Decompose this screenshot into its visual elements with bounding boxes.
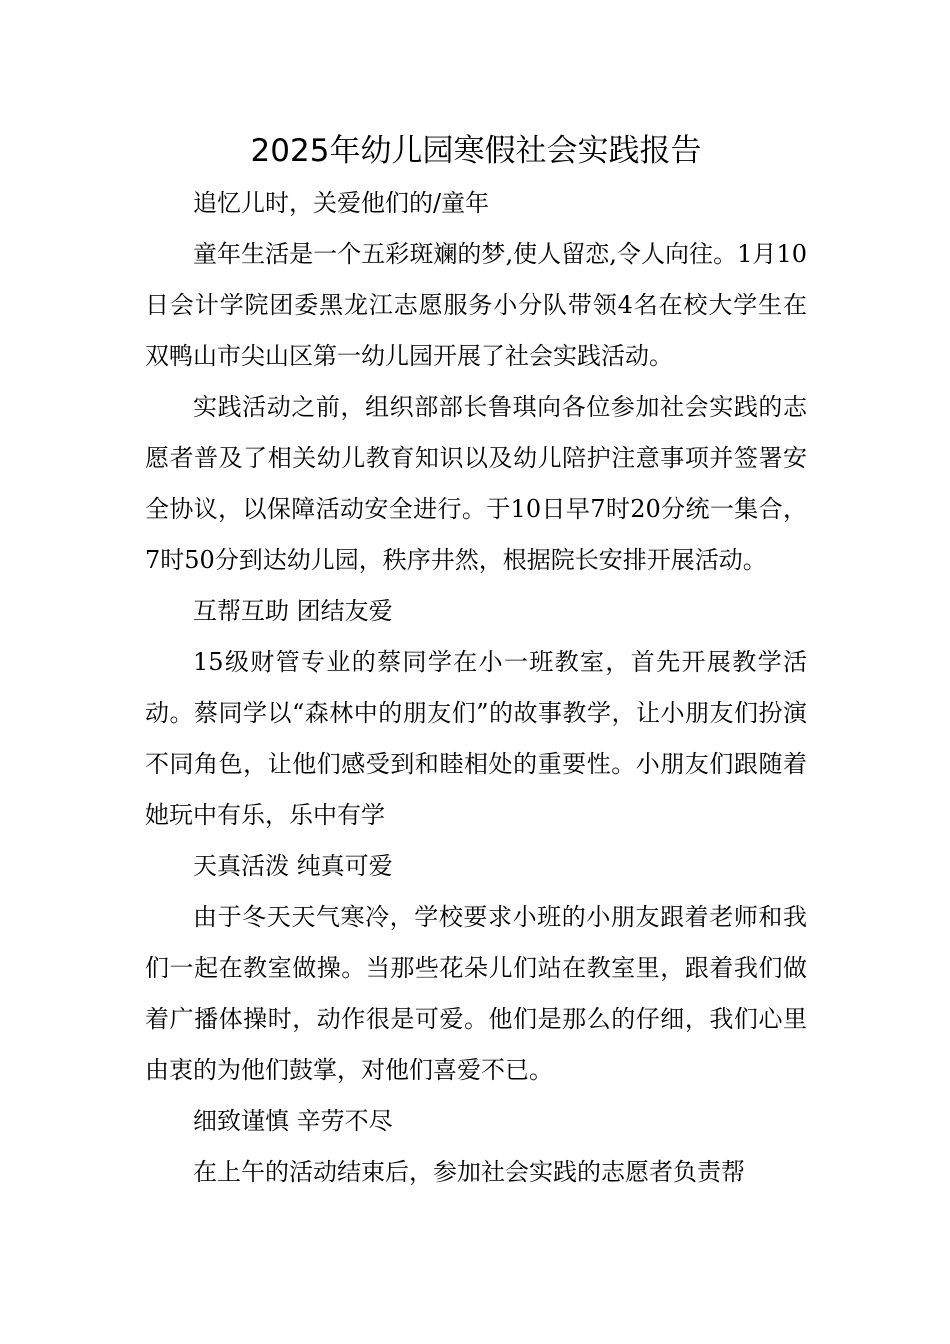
paragraph: 童年生活是一个五彩斑斓的梦,使人留恋,令人向往。1月10日会计学院团委黑龙江志愿服务小分队带领4名在校大学生在双鸭山市尖山区第一幼儿园开展了社会实践活动。 — [145, 240, 807, 370]
document-body — [145, 126, 807, 1198]
document-title: 2025年幼儿园寒假社会实践报告 — [250, 133, 702, 169]
section-heading: 细致谨慎 辛劳不尽 — [193, 1107, 393, 1135]
paragraph: 在上午的活动结束后，参加社会实践的志愿者负责帮 — [193, 1158, 745, 1186]
paragraph: 实践活动之前，组织部部长鲁琪向各位参加社会实践的志愿者普及了相关幼儿教育知识以及幼儿陪护注意事项并签署安全协议，以保障活动安全进行。于10日早7时20分统一集合，7时50分到达幼儿园，秩序井然，根据院长安排开展活动。 — [145, 393, 807, 574]
section-heading: 互帮互助 团结友爱 — [193, 597, 393, 625]
paragraph: 由于冬天天气寒冷，学校要求小班的小朋友跟着老师和我们一起在教室做操。当那些花朵儿们站在教室里，跟着我们做着广播体操时，动作很是可爱。他们是那么的仔细，我们心里由衷的为他们鼓掌，对他们喜爱不已。 — [145, 903, 807, 1084]
paragraph: 15级财管专业的蔡同学在小一班教室，首先开展教学活动。蔡同学以“森林中的朋友们”的故事教学，让小朋友们扮演不同角色，让他们感受到和睦相处的重要性。小朋友们跟随着她玩中有乐，乐中有学 — [145, 648, 807, 829]
section-subtitle: 追忆儿时，关爱他们的/童年 — [193, 189, 490, 217]
section-heading: 天真活泼 纯真可爱 — [193, 852, 393, 880]
